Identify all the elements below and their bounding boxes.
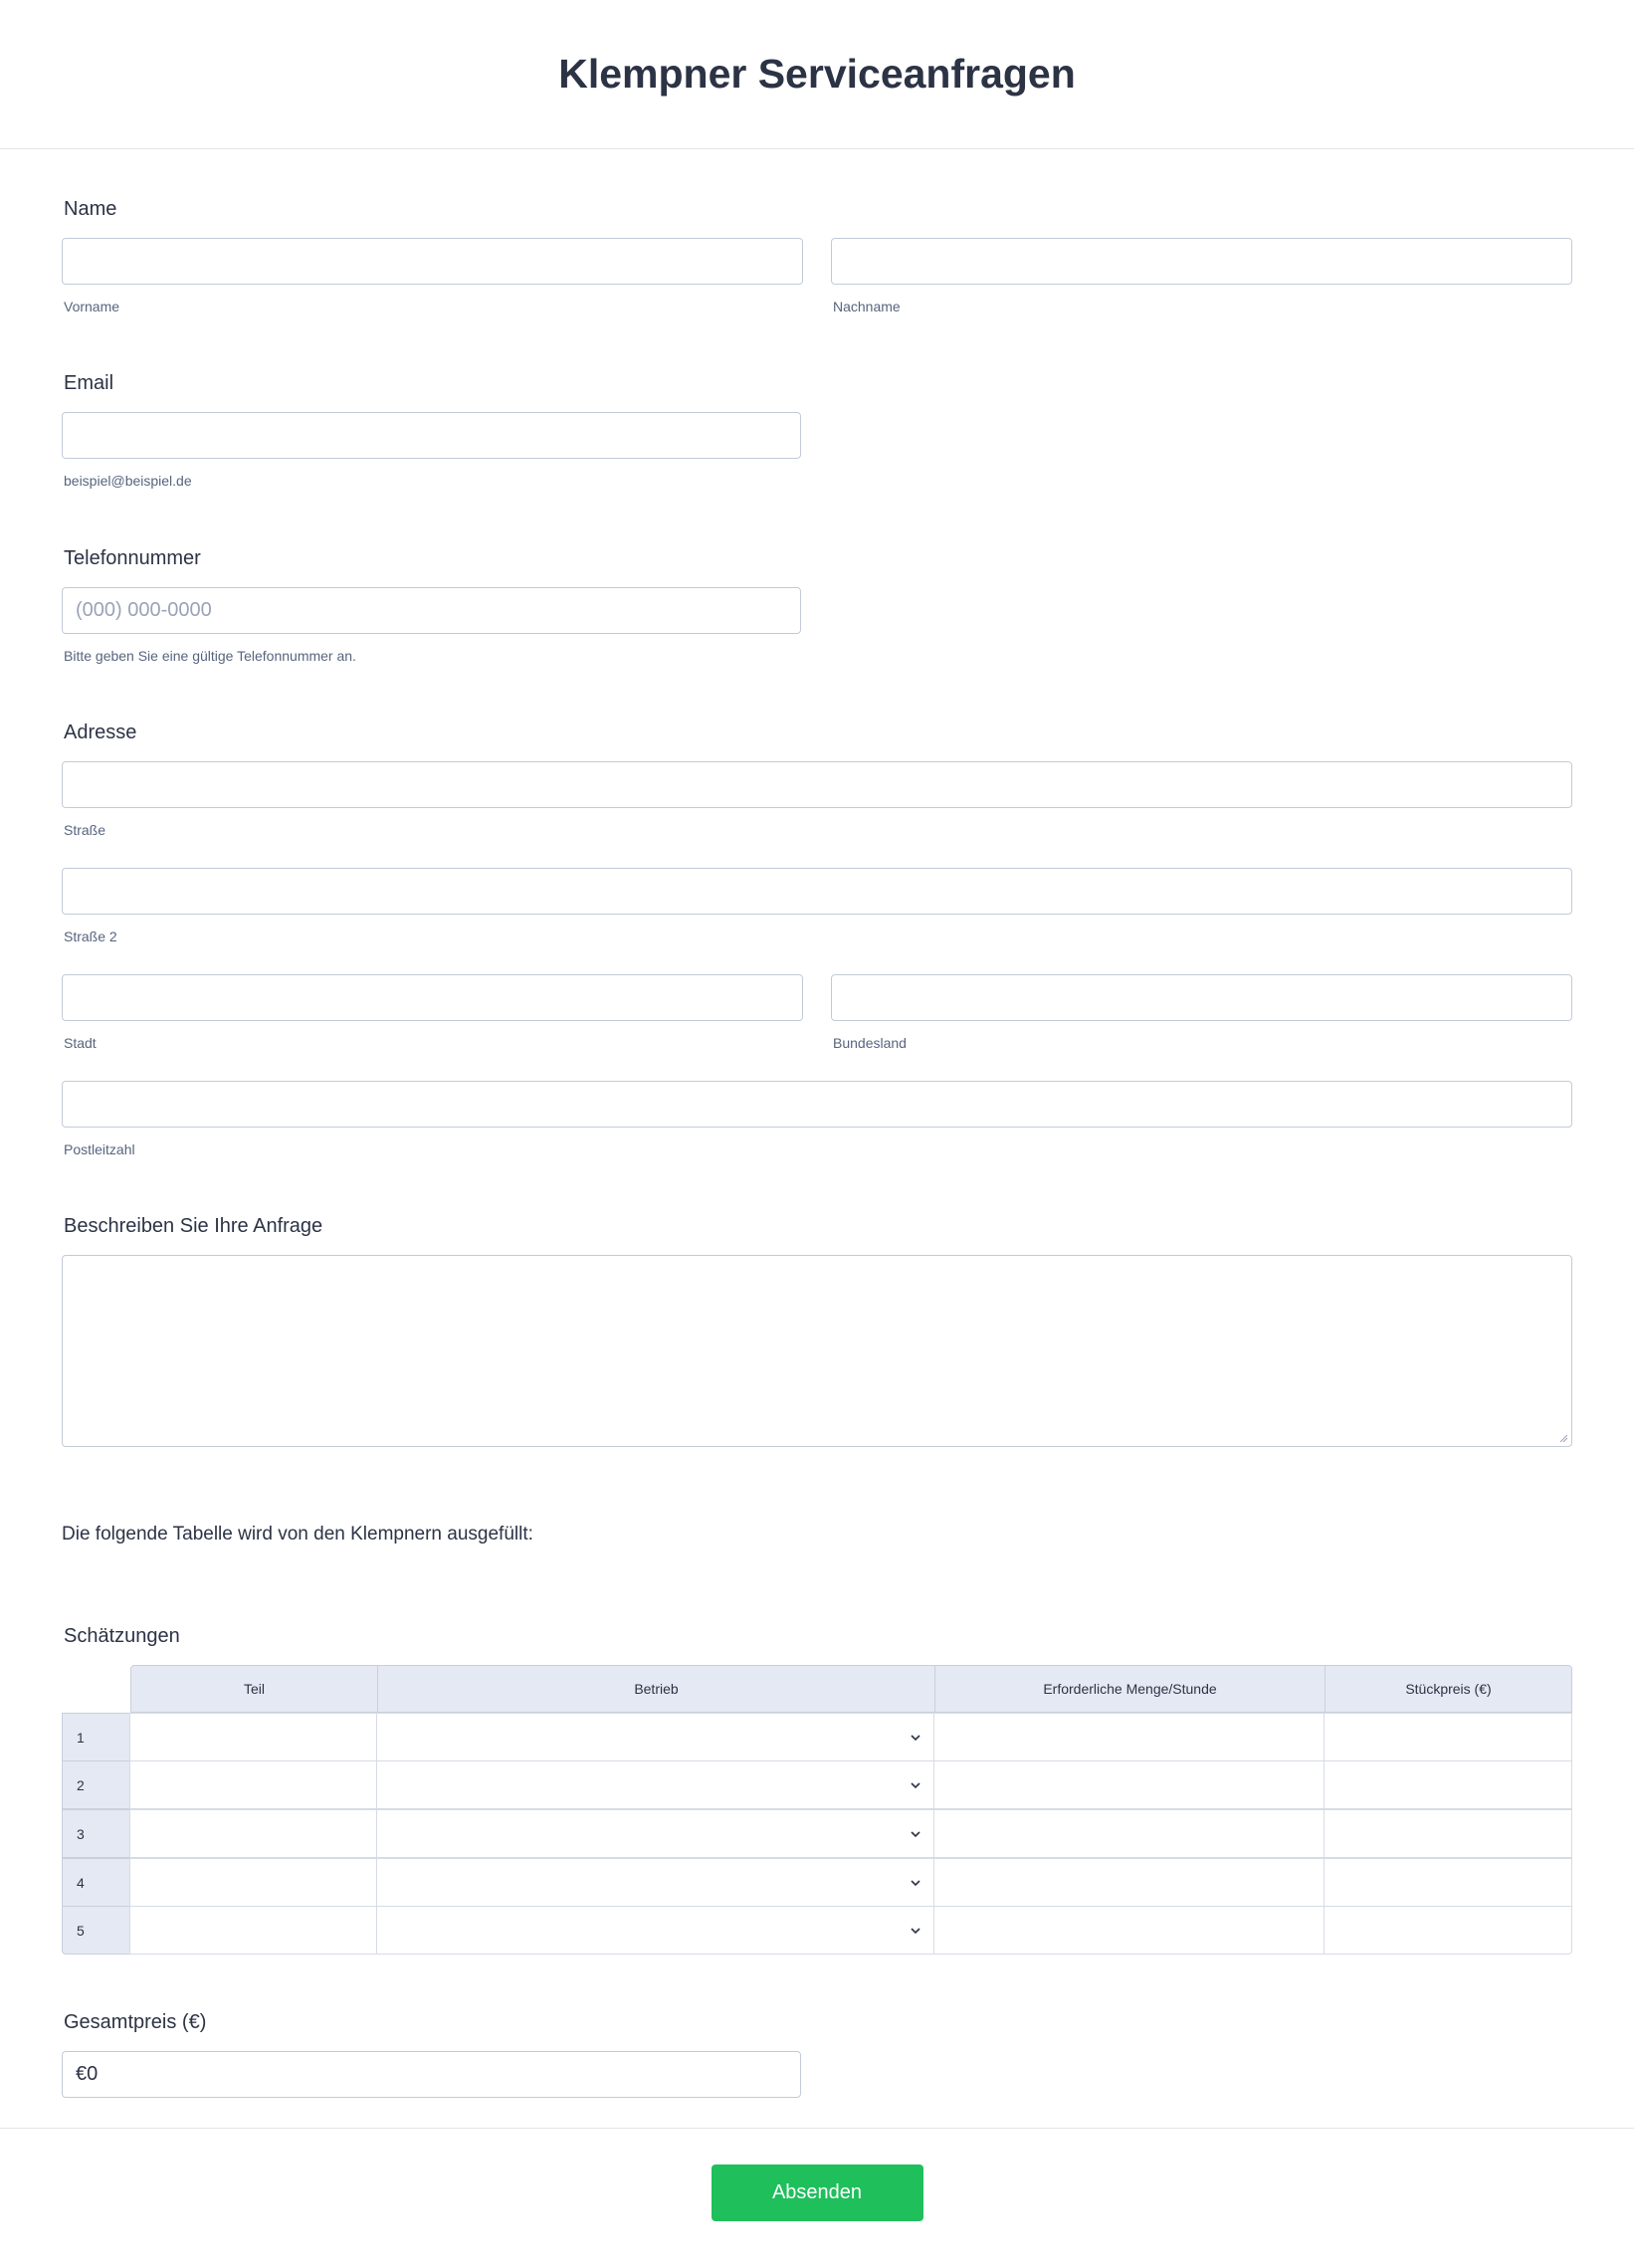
address-label: Adresse — [64, 722, 137, 743]
total-price-input[interactable] — [62, 2051, 801, 2098]
street2-input[interactable] — [62, 868, 1572, 915]
state-sublabel: Bundesland — [833, 1035, 907, 1051]
row-number: 5 — [62, 1906, 130, 1955]
cell-stueckpreis-input[interactable] — [1324, 1906, 1572, 1955]
email-label: Email — [64, 372, 114, 394]
chevron-down-icon — [910, 1925, 921, 1937]
cell-teil-input[interactable] — [129, 1906, 377, 1955]
street2-sublabel: Straße 2 — [64, 928, 117, 944]
phone-input[interactable] — [62, 587, 801, 634]
table-row — [62, 1906, 1572, 1955]
city-input[interactable] — [62, 974, 803, 1021]
table-note: Die folgende Tabelle wird von den Klempnern ausgefüllt: — [62, 1524, 533, 1545]
cell-stueckpreis-input[interactable] — [1324, 1760, 1572, 1809]
last-name-input[interactable] — [831, 238, 1572, 285]
phone-label: Telefonnummer — [64, 547, 201, 569]
submit-button[interactable]: Absenden — [712, 2165, 923, 2221]
street-input[interactable] — [62, 761, 1572, 808]
row-number: 4 — [62, 1858, 130, 1907]
description-textarea[interactable] — [62, 1255, 1572, 1447]
cell-menge-input[interactable] — [933, 1713, 1325, 1761]
row-number: 1 — [62, 1713, 130, 1761]
form-header — [0, 0, 1634, 149]
cell-menge-input[interactable] — [933, 1906, 1325, 1955]
description-label: Beschreiben Sie Ihre Anfrage — [64, 1215, 323, 1237]
zip-input[interactable] — [62, 1081, 1572, 1128]
zip-sublabel: Postleitzahl — [64, 1141, 135, 1157]
table-row — [62, 1713, 1572, 1761]
resize-grip-icon[interactable] — [1559, 1434, 1567, 1442]
cell-betrieb-select[interactable] — [376, 1858, 934, 1907]
row-number: 2 — [62, 1760, 130, 1809]
first-name-sublabel: Vorname — [64, 299, 120, 314]
email-sublabel: beispiel@beispiel.de — [64, 473, 192, 489]
first-name-input[interactable] — [62, 238, 803, 285]
cell-menge-input[interactable] — [933, 1858, 1325, 1907]
city-sublabel: Stadt — [64, 1035, 97, 1051]
state-input[interactable] — [831, 974, 1572, 1021]
total-label: Gesamtpreis (€) — [64, 2011, 207, 2033]
table-header-row — [130, 1665, 1572, 1713]
cell-menge-input[interactable] — [933, 1760, 1325, 1809]
form-title: Klempner Serviceanfragen — [558, 51, 1076, 97]
cell-teil-input[interactable] — [129, 1760, 377, 1809]
chevron-down-icon — [910, 1779, 921, 1791]
table-row — [62, 1760, 1572, 1809]
cell-betrieb-select[interactable] — [376, 1713, 934, 1761]
chevron-down-icon — [910, 1828, 921, 1840]
cell-betrieb-select[interactable] — [376, 1809, 934, 1858]
cell-betrieb-select[interactable] — [376, 1906, 934, 1955]
cell-betrieb-select[interactable] — [376, 1760, 934, 1809]
cell-stueckpreis-input[interactable] — [1324, 1858, 1572, 1907]
estimates-label: Schätzungen — [64, 1625, 180, 1647]
cell-teil-input[interactable] — [129, 1809, 377, 1858]
table-row — [62, 1809, 1572, 1858]
phone-sublabel: Bitte geben Sie eine gültige Telefonnummer an. — [64, 648, 356, 664]
column-header-menge: Erforderliche Menge/Stunde — [934, 1665, 1326, 1713]
cell-stueckpreis-input[interactable] — [1324, 1713, 1572, 1761]
street-sublabel: Straße — [64, 822, 106, 838]
name-label: Name — [64, 198, 117, 220]
chevron-down-icon — [910, 1732, 921, 1744]
table-row — [62, 1858, 1572, 1907]
cell-menge-input[interactable] — [933, 1809, 1325, 1858]
last-name-sublabel: Nachname — [833, 299, 901, 314]
cell-stueckpreis-input[interactable] — [1324, 1809, 1572, 1858]
email-input[interactable] — [62, 412, 801, 459]
row-number: 3 — [62, 1809, 130, 1858]
submit-bar — [0, 2128, 1634, 2268]
chevron-down-icon — [910, 1877, 921, 1889]
cell-teil-input[interactable] — [129, 1713, 377, 1761]
column-header-stueckpreis: Stückpreis (€) — [1325, 1665, 1572, 1713]
cell-teil-input[interactable] — [129, 1858, 377, 1907]
estimates-table — [62, 1665, 1572, 1955]
column-header-betrieb: Betrieb — [377, 1665, 935, 1713]
column-header-teil: Teil — [130, 1665, 378, 1713]
